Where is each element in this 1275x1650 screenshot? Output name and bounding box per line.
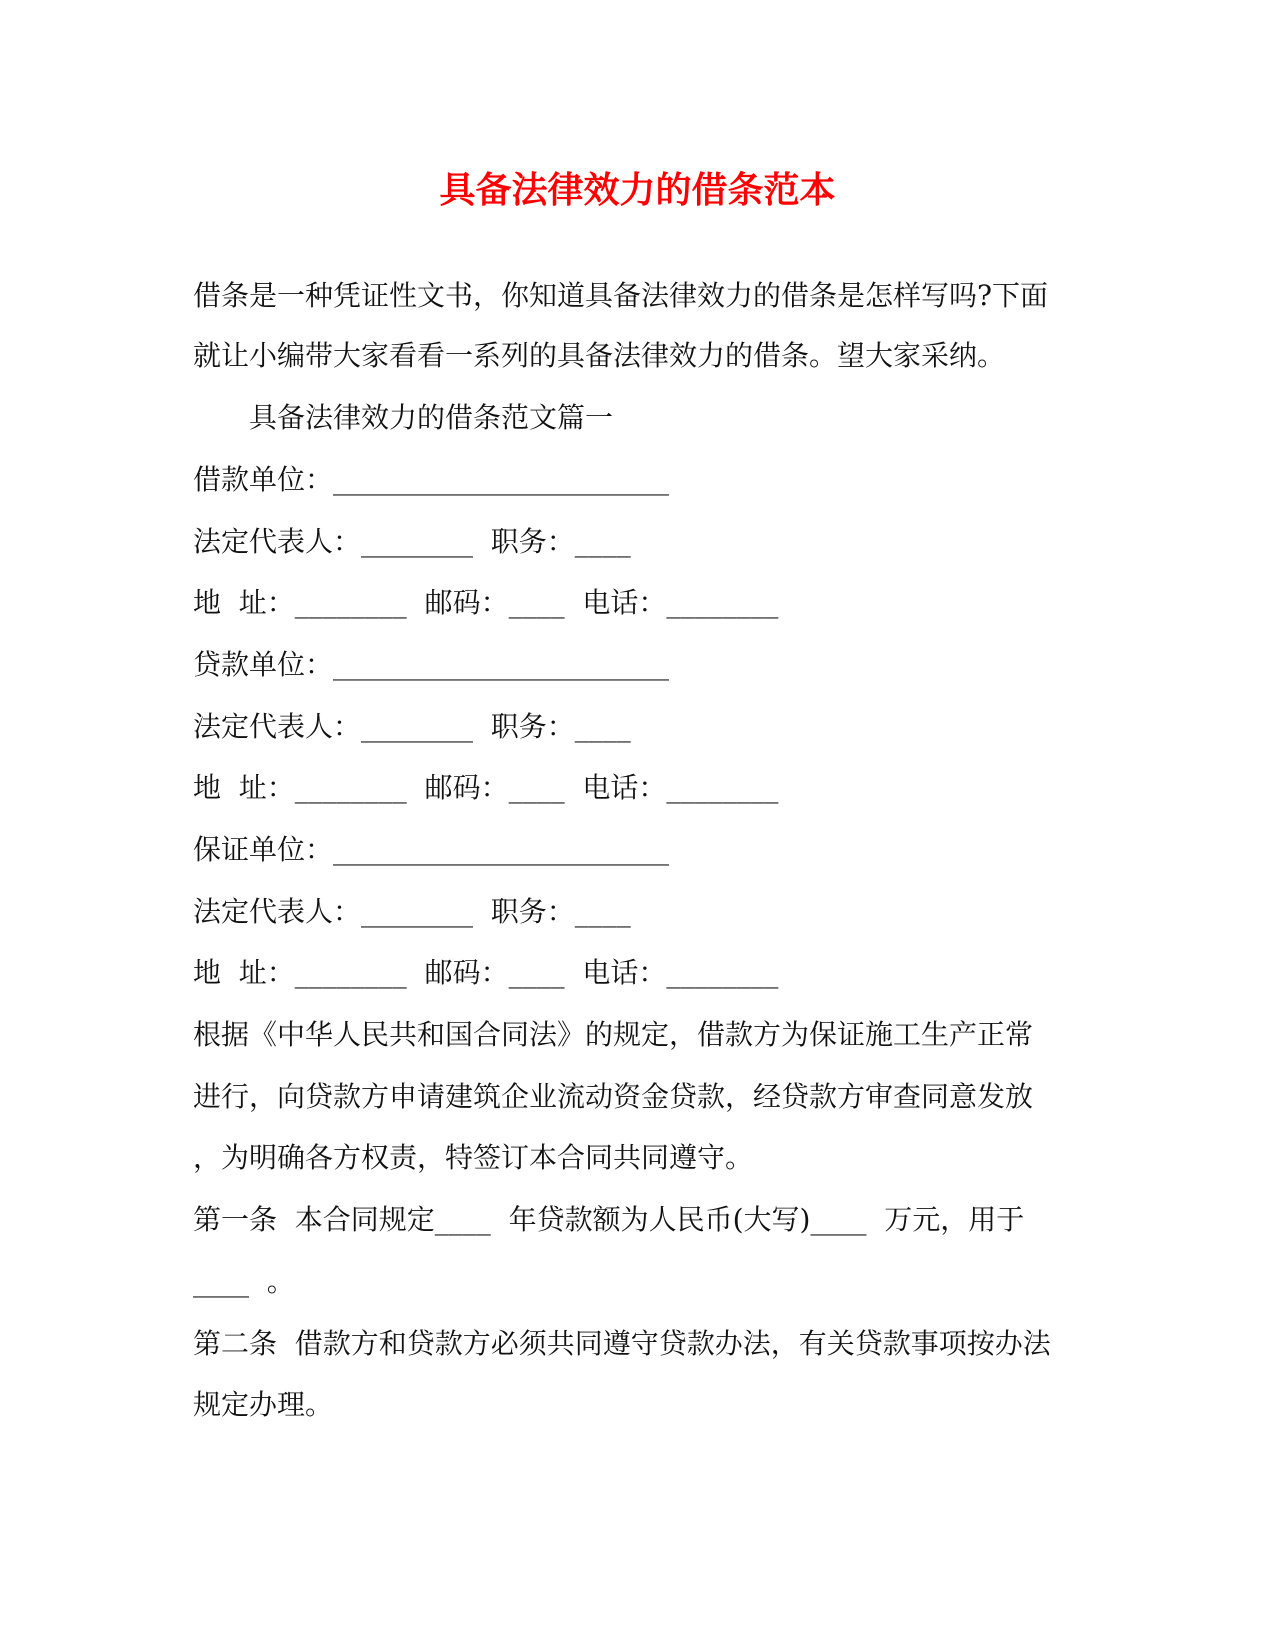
lender-address-field: 地 址：________ 邮码：____ 电话：________ [193,771,779,804]
intro-line-1: 借条是一种凭证性文书，你知道具备法律效力的借条是怎样写吗?下面 [193,279,1049,312]
body-paragraph-line-2: 进行，向贷款方申请建筑企业流动资金贷款，经贷款方审查同意发放 [193,1080,1034,1113]
guarantor-address-field: 地 址：________ 邮码：____ 电话：________ [193,956,779,989]
guarantor-representative-field: 法定代表人：________ 职务：____ [193,895,631,928]
intro-line-2: 就让小编带大家看看一系列的具备法律效力的借条。望大家采纳。 [193,339,1006,372]
lender-unit-field: 贷款单位：________________________ [193,648,670,681]
body-paragraph-line-3: ，为明确各方权责，特签订本合同共同遵守。 [193,1141,754,1174]
borrower-representative-field: 法定代表人：________ 职务：____ [193,525,631,558]
article-one-line-2: ____ 。 [193,1265,295,1298]
section-heading: 具备法律效力的借条范文篇一 [249,401,614,434]
body-paragraph-line-1: 根据《中华人民共和国合同法》的规定，借款方为保证施工生产正常 [193,1018,1034,1051]
article-two-line-2: 规定办理。 [193,1388,334,1421]
page-title: 具备法律效力的借条范本 [439,169,836,211]
borrower-address-field: 地 址：________ 邮码：____ 电话：________ [193,586,779,619]
article-two-line-1: 第二条 借款方和贷款方必须共同遵守贷款办法，有关贷款事项按办法 [193,1327,1051,1360]
lender-representative-field: 法定代表人：________ 职务：____ [193,710,631,743]
article-one-line-1: 第一条 本合同规定____ 年贷款额为人民币(大写)____ 万元，用于 [193,1203,1025,1236]
borrower-unit-field: 借款单位：________________________ [193,463,670,496]
guarantor-unit-field: 保证单位：________________________ [193,833,670,866]
